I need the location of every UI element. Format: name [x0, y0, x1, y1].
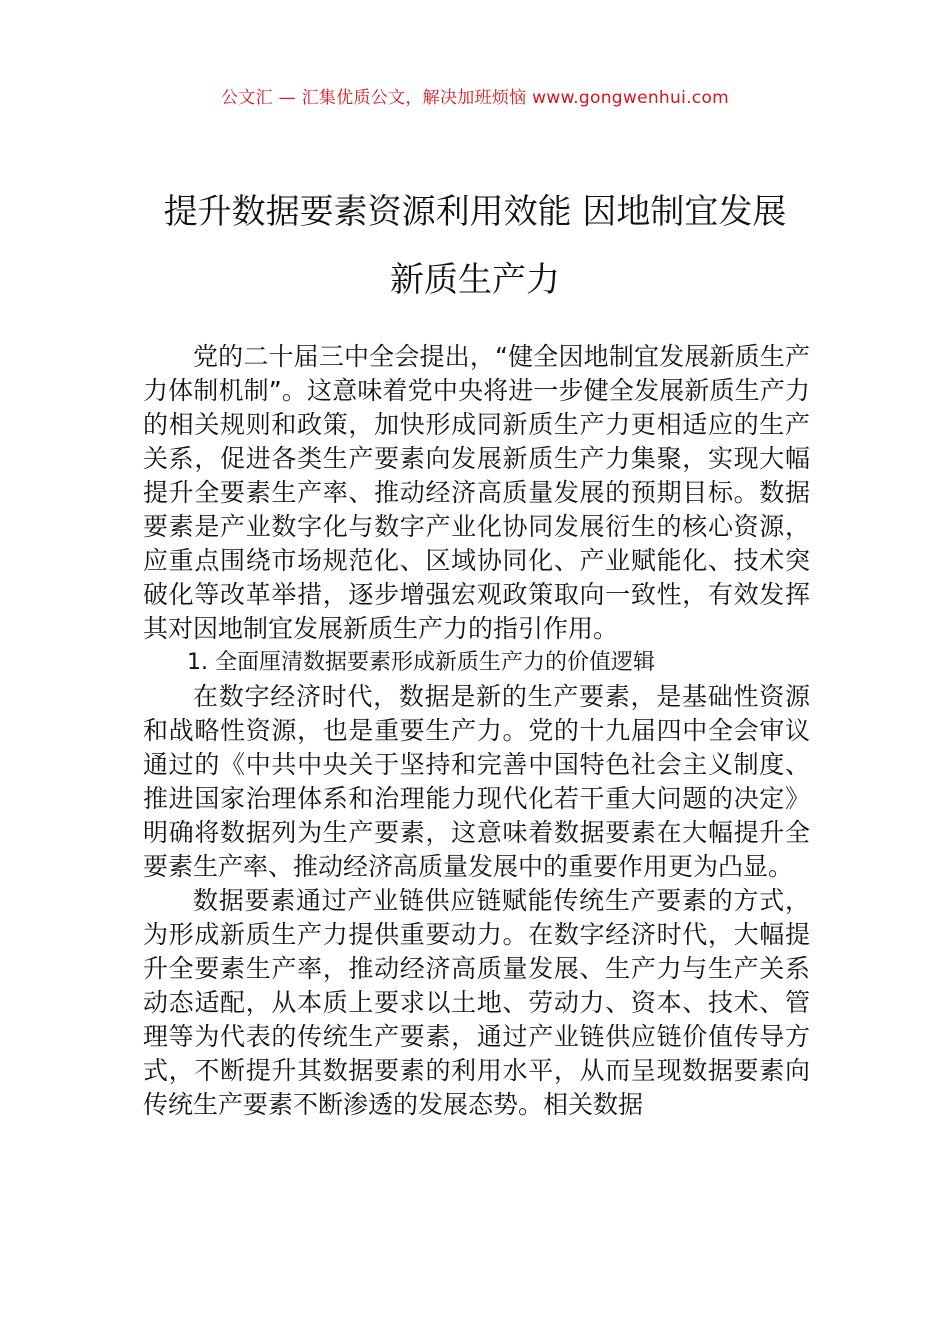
header-banner: 公文汇 — 汇集优质公文，解决加班烦恼 www.gongwenhui.com: [220, 88, 730, 108]
section-heading-1: 1. 全面厘清数据要素形成新质生产力的价值逻辑: [187, 650, 655, 675]
paragraph-intro: 党的二十届三中全会提出，“健全因地制宜发展新质生产力体制机制”。这意味着党中央将进一步健全发展新质生产力的相关规则和政策，加快形成同新质生产力更相适应的生产关系，促进各类生产要素向发展新质生产力集聚，实现大幅提升全要素生产率、推动经济高质量发展的预期目标。数据要素是产业数字化与数字产业化协同发展衍生的核心资源，应重点围绕市场规范化、区域协同化、产业赋能化、技术突破化等改革举措，逐步增强宏观政策取向一致性，有效发挥其对因地制宜发展新质生产力的指引作用。: [143, 342, 810, 643]
paragraph-supply-chain: 数据要素通过产业链供应链赋能传统生产要素的方式，为形成新质生产力提供重要动力。在数字经济时代，大幅提升全要素生产率，推动经济高质量发展、生产力与生产关系动态适配，从本质上要求以土地、劳动力、资本、技术、管理等为代表的传统生产要素，通过产业链供应链价值传导方式，不断提升其数据要素的利用水平，从而呈现数据要素向传统生产要素不断渗透的发展态势。相关数据: [143, 886, 810, 1119]
document-body: [143, 340, 810, 1122]
paragraph-digital-economy: 在数字经济时代，数据是新的生产要素，是基础性资源和战略性资源，也是重要生产力。党的十九届四中全会审议通过的《中共中央关于坚持和完善中国特色社会主义制度、推进国家治理体系和治理能力现代化若干重大问题的决定》明确将数据列为生产要素，这意味着数据要素在大幅提升全要素生产率、推动经济高质量发展中的重要作用更为凸显。: [143, 682, 810, 881]
title-line-2: 新质生产力: [390, 260, 560, 300]
title-line-1: 提升数据要素资源利用效能 因地制宜发展: [163, 192, 787, 232]
document-title: [120, 178, 830, 314]
